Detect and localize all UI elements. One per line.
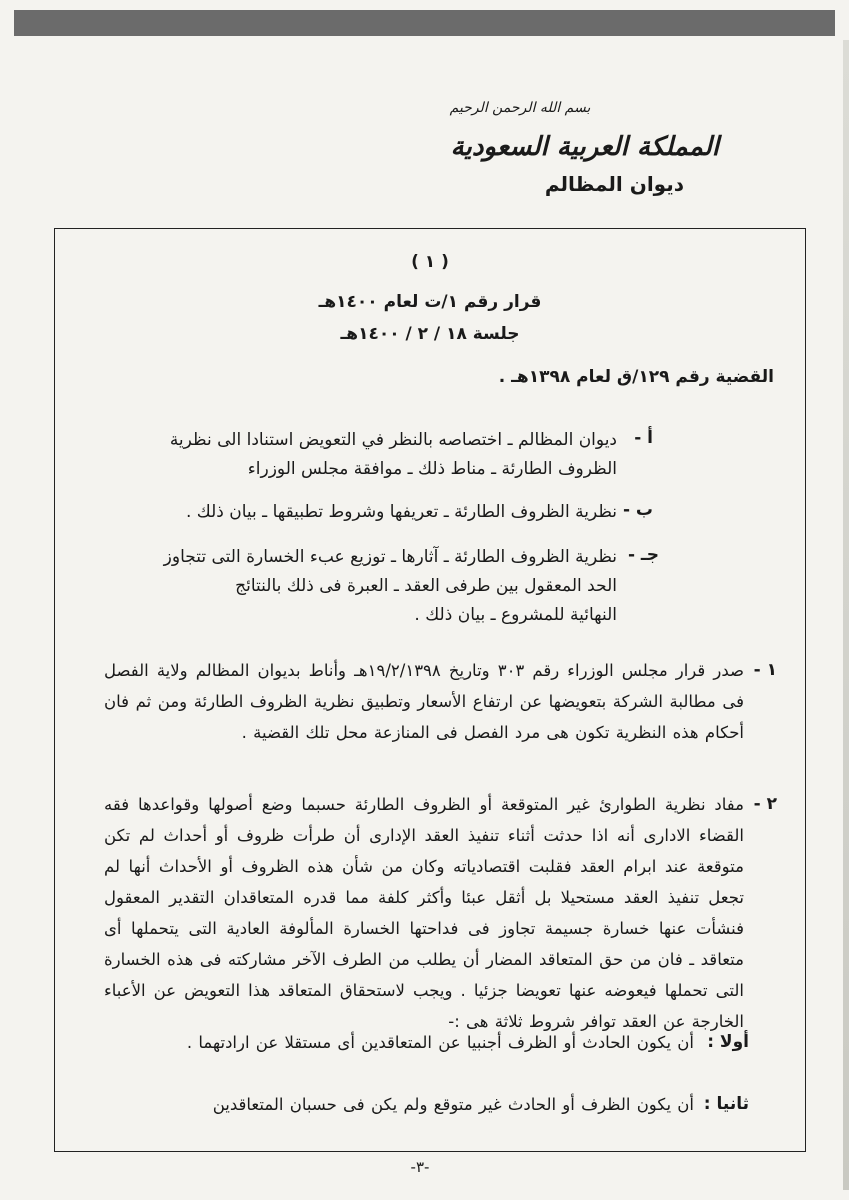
point-paragraph: مفاد نظرية الطوارئ غير المتوقعة أو الظروف الطارئة حسبما وضع أصولها وقواعدها فقه القضاء الادارى أنه اذا حدثت أثناء تنفيذ العقد الإدارى أن طرأت ظروف أو أحداث لم تكن متوقعة عند ابرام العقد فقلبت اقتصادياته وكان من شأن هذه الظروف أو الأحداث أنها لم تجعل تنفيذ العقد مستحيلا بل أثقل عبئا وأكثر كلفة مما قدره المتعاقدان التقدير المعقول فنشأت عنها خسارة جسيمة تجاوز فى فداحتها الخسارة المألوفة العادية التى يتحملها أى متعاقد ـ فان من حق المتعاقد المضار أن يطلب من الطرف الآخر مشاركته فى هذه الخسارة التى تحملها فيعوضه عنها تعويضا جزئيا . ويجب لاستحقاق المتعاقد هذا التعويض عن الأعباء الخارجة عن العقد توافر شروط ثلاثة هى :- (104, 795, 744, 1031)
page-number: -٣- (410, 1158, 430, 1176)
principle-line: نظرية الظروف الطارئة ـ تعريفها وشروط تطبيقها ـ بيان ذلك . (185, 502, 617, 522)
principle-line: النهائية للمشروع ـ بيان ذلك . (414, 605, 617, 625)
point-paragraph: صدر قرار مجلس الوزراء رقم ٣٠٣ وتاريخ ١٩/٢/١٣٩٨هـ وأناط بديوان المظالم ولاية الفصل فى مطالبة الشركة بتعويضها عن ارتفاع الأسعار وتطبيق نظرية الظروف الطارئة ومن ثم فان أحكام هذه النظرية تكون هى مرد الفصل فى المنازعة محل تلك القضية . (104, 661, 744, 742)
department-title: ديوان المظالم (544, 172, 684, 196)
principle-line: الحد المعقول بين طرفى العقد ـ العبرة فى ذلك بالنتائج (235, 576, 617, 596)
principle-line: نظرية الظروف الطارئة ـ آثارها ـ توزيع عبء الخسارة التى تتجاوز (163, 547, 617, 567)
condition-paragraph: أن يكون الظرف أو الحادث غير متوقع ولم يكن فى حسبان المتعاقدين (212, 1095, 694, 1114)
point-marker: ٢ - (753, 794, 777, 814)
principle-marker: جـ - (627, 545, 659, 565)
principle-line: الظروف الطارئة ـ مناط ذلك ـ موافقة مجلس الوزراء (247, 459, 617, 479)
principle-marker: أ - (634, 428, 653, 448)
condition-marker: ثانيا : (703, 1094, 749, 1114)
kingdom-title: المملكة العربية السعودية (450, 132, 719, 162)
principle-marker: ب - (622, 500, 653, 520)
condition-marker: أولا : (707, 1032, 749, 1052)
decision-line: قرار رقم ١/ت لعام ١٤٠٠هـ (318, 292, 542, 312)
decision-number: ( ١ ) (411, 252, 449, 272)
session-line: جلسة ١٨ / ٢ / ١٤٠٠هـ (340, 324, 520, 344)
condition-paragraph: أن يكون الحادث أو الظرف أجنبيا عن المتعاقدين أى مستقلا عن ارادتهما . (186, 1033, 694, 1052)
point-marker: ١ - (753, 660, 777, 680)
basmala: بسم الله الرحمن الرحيم (449, 100, 591, 116)
case-line: القضية رقم ١٢٩/ق لعام ١٣٩٨هـ . (498, 367, 774, 387)
principle-line: ديوان المظالم ـ اختصاصه بالنظر في التعويض استنادا الى نظرية (169, 430, 617, 450)
